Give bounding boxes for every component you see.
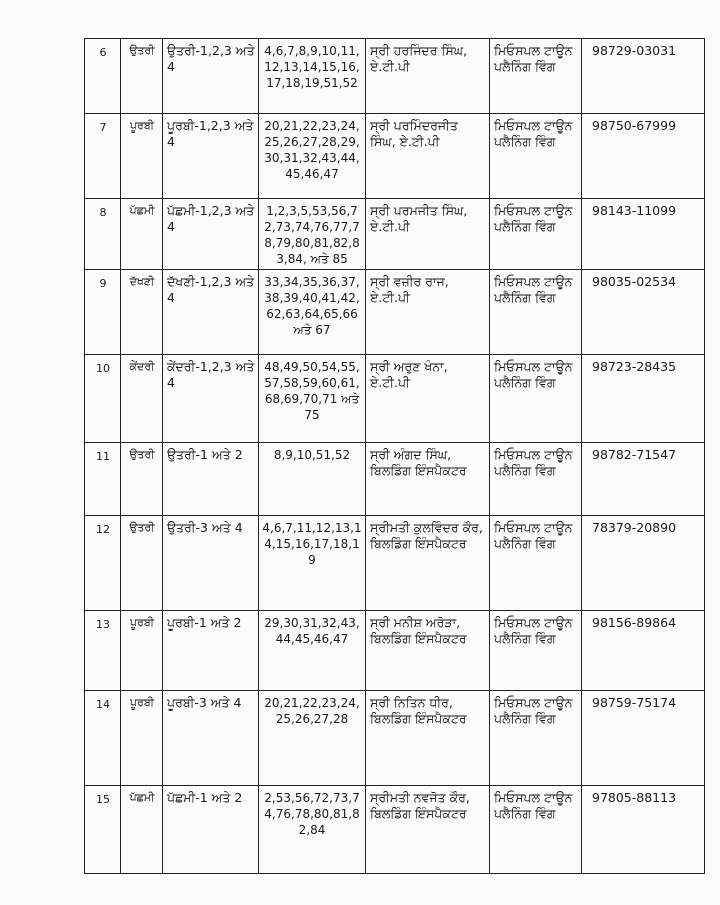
officer-cell: ਸ੍ਰੀਮਤੀ ਨਵਜੋਤ ਕੌਰ, ਬਿਲਡਿੰਗ ਇੰਸਪੈਕਟਰ	[366, 786, 490, 874]
wards-cell: 8,9,10,51,52	[259, 443, 366, 516]
wards-cell: 29,30,31,32,43,44,45,46,47	[259, 611, 366, 691]
zone-cell: ਦੱਖਣੀ	[121, 270, 163, 355]
area-cell: ਪੱਛਮੀ-1 ਅਤੇ 2	[163, 786, 259, 874]
phone-cell: 98143-11099	[582, 199, 705, 270]
table-row	[85, 199, 705, 270]
department-cell: ਮਿਓਸਪਲ ਟਾਊਨ ਪਲੈਨਿੰਗ ਵਿੰਗ	[490, 516, 582, 611]
department-cell: ਮਿਓਸਪਲ ਟਾਊਨ ਪਲੈਨਿੰਗ ਵਿੰਗ	[490, 114, 582, 199]
phone-cell: 98759-75174	[582, 691, 705, 786]
zone-cell: ਪੱਛਮੀ	[121, 786, 163, 874]
area-cell: ਉਤਰੀ-1,2,3 ਅਤੇ 4	[163, 39, 259, 114]
wards-cell: 2,53,56,72,73,74,76,78,80,81,82,84	[259, 786, 366, 874]
officer-cell: ਸ੍ਰੀ ਵਜ਼ੀਰ ਰਾਜ, ਏ.ਟੀ.ਪੀ	[366, 270, 490, 355]
officer-cell: ਸ੍ਰੀ ਨਿਤਿਨ ਧੀਰ, ਬਿਲਡਿੰਗ ਇੰਸਪੈਕਟਰ	[366, 691, 490, 786]
serial-number: 6	[85, 39, 121, 114]
department-cell: ਮਿਓਸਪਲ ਟਾਊਨ ਪਲੈਨਿੰਗ ਵਿੰਗ	[490, 199, 582, 270]
area-cell: ਪੂਰਬੀ-1,2,3 ਅਤੇ 4	[163, 114, 259, 199]
officer-cell: ਸ੍ਰੀਮਤੀ ਕੁਲਵਿੰਦਰ ਕੌਰ, ਬਿਲਡਿੰਗ ਇੰਸਪੈਕਟਰ	[366, 516, 490, 611]
serial-number: 11	[85, 443, 121, 516]
officer-cell: ਸ੍ਰੀ ਅੰਗਦ ਸਿੰਘ, ਬਿਲਡਿੰਗ ਇੰਸਪੈਕਟਰ	[366, 443, 490, 516]
zone-cell: ਪੂਰਬੀ	[121, 611, 163, 691]
serial-number: 12	[85, 516, 121, 611]
department-cell: ਮਿਓਸਪਲ ਟਾਊਨ ਪਲੈਨਿੰਗ ਵਿੰਗ	[490, 611, 582, 691]
serial-number: 14	[85, 691, 121, 786]
phone-cell: 98729-03031	[582, 39, 705, 114]
officer-cell: ਸ੍ਰੀ ਪਰਮਿੰਦਰਜੀਤ ਸਿੰਘ, ਏ.ਟੀ.ਪੀ	[366, 114, 490, 199]
phone-cell: 78379-20890	[582, 516, 705, 611]
phone-cell: 98035-02534	[582, 270, 705, 355]
officer-cell: ਸ੍ਰੀ ਪਰਮਜੀਤ ਸਿੰਘ, ਏ.ਟੀ.ਪੀ	[366, 199, 490, 270]
serial-number: 9	[85, 270, 121, 355]
officer-cell: ਸ੍ਰੀ ਅਰੁਣ ਖੰਨਾ, ਏ.ਟੀ.ਪੀ	[366, 355, 490, 443]
area-cell: ਪੱਛਮੀ-1,2,3 ਅਤੇ 4	[163, 199, 259, 270]
department-cell: ਮਿਓਸਪਲ ਟਾਊਨ ਪਲੈਨਿੰਗ ਵਿੰਗ	[490, 355, 582, 443]
phone-cell: 98723-28435	[582, 355, 705, 443]
wards-cell: 4,6,7,11,12,13,14,15,16,17,18,19	[259, 516, 366, 611]
zone-cell: ਉਤਰੀ	[121, 443, 163, 516]
zone-cell: ਉਤਰੀ	[121, 516, 163, 611]
zone-cell: ਪੂਰਬੀ	[121, 114, 163, 199]
zone-cell: ਪੂਰਬੀ	[121, 691, 163, 786]
area-cell: ਉਤਰੀ-3 ਅਤੇ 4	[163, 516, 259, 611]
area-cell: ਉਤਰੀ-1 ਅਤੇ 2	[163, 443, 259, 516]
department-cell: ਮਿਓਸਪਲ ਟਾਊਨ ਪਲੈਨਿੰਗ ਵਿੰਗ	[490, 443, 582, 516]
table-row	[85, 355, 705, 443]
phone-cell: 98750-67999	[582, 114, 705, 199]
table-row	[85, 39, 705, 114]
table-row	[85, 270, 705, 355]
table-row	[85, 786, 705, 874]
area-cell: ਪੂਰਬੀ-3 ਅਤੇ 4	[163, 691, 259, 786]
area-cell: ਕੇਂਦਰੀ-1,2,3 ਅਤੇ 4	[163, 355, 259, 443]
wards-cell: 20,21,22,23,24,25,26,27,28	[259, 691, 366, 786]
wards-cell: 20,21,22,23,24,25,26,27,28,29,30,31,32,43,44,45,46,47	[259, 114, 366, 199]
officer-cell: ਸ੍ਰੀ ਹਰਜਿੰਦਰ ਸਿੰਘ, ਏ.ਟੀ.ਪੀ	[366, 39, 490, 114]
serial-number: 8	[85, 199, 121, 270]
wards-cell: 48,49,50,54,55,57,58,59,60,61,68,69,70,71 ਅਤੇ 75	[259, 355, 366, 443]
table-row	[85, 691, 705, 786]
zone-cell: ਪੱਛਮੀ	[121, 199, 163, 270]
phone-cell: 98156-89864	[582, 611, 705, 691]
table-row	[85, 114, 705, 199]
department-cell: ਮਿਓਸਪਲ ਟਾਊਨ ਪਲੈਨਿੰਗ ਵਿੰਗ	[490, 691, 582, 786]
wards-cell: 1,2,3,5,53,56,72,73,74,76,77,78,79,80,81,82,83,84, ਅਤੇ 85	[259, 199, 366, 270]
wards-cell: 33,34,35,36,37,38,39,40,41,42,62,63,64,65,66 ਅਤੇ 67	[259, 270, 366, 355]
zone-cell: ਉਤਰੀ	[121, 39, 163, 114]
serial-number: 15	[85, 786, 121, 874]
department-cell: ਮਿਓਸਪਲ ਟਾਊਨ ਪਲੈਨਿੰਗ ਵਿੰਗ	[490, 270, 582, 355]
officer-cell: ਸ੍ਰੀ ਮਨੀਸ਼ ਅਰੋੜਾ, ਬਿਲਡਿੰਗ ਇੰਸਪੈਕਟਰ	[366, 611, 490, 691]
serial-number: 13	[85, 611, 121, 691]
wards-cell: 4,6,7,8,9,10,11,12,13,14,15,16,17,18,19,51,52	[259, 39, 366, 114]
table-body	[85, 39, 705, 874]
department-cell: ਮਿਓਸਪਲ ਟਾਊਨ ਪਲੈਨਿੰਗ ਵਿੰਗ	[490, 39, 582, 114]
table-row	[85, 516, 705, 611]
table-row	[85, 443, 705, 516]
phone-cell: 98782-71547	[582, 443, 705, 516]
area-cell: ਪੂਰਬੀ-1 ਅਤੇ 2	[163, 611, 259, 691]
phone-cell: 97805-88113	[582, 786, 705, 874]
officers-table	[84, 38, 705, 874]
table-row	[85, 611, 705, 691]
serial-number: 7	[85, 114, 121, 199]
serial-number: 10	[85, 355, 121, 443]
area-cell: ਦੱਖਣੀ-1,2,3 ਅਤੇ 4	[163, 270, 259, 355]
zone-cell: ਕੇਂਦਰੀ	[121, 355, 163, 443]
department-cell: ਮਿਓਸਪਲ ਟਾਊਨ ਪਲੈਨਿੰਗ ਵਿੰਗ	[490, 786, 582, 874]
